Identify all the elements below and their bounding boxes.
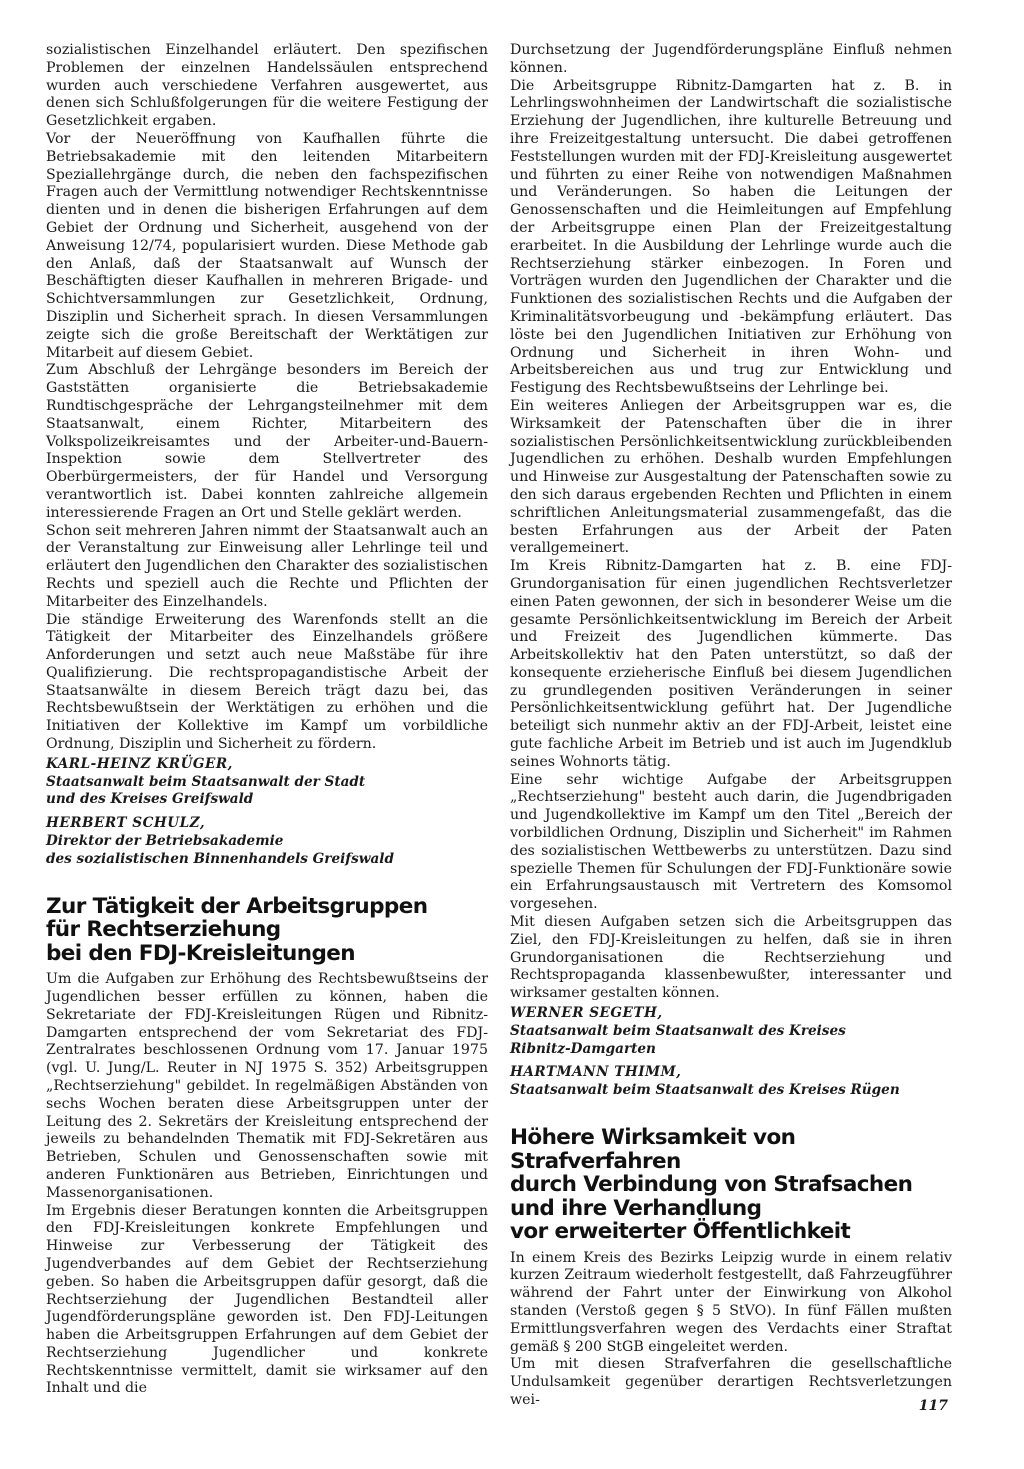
paragraph: Die Arbeitsgruppe Ribnitz-Damgarten hat z. B. in Lehrlingswohnheimen der Landwirtschaft die sozialistische Erziehung der Jugendlichen, ihre kulturelle Betreuung und ihre Freizeitgestaltung untersucht. Die dabei getroffenen Feststellungen wurden mit der FDJ-Kreisleitung ausgewertet und führten zu einer Reihe von notwendigen Maßnahmen und Veränderungen. So haben die Leitungen der Genossenschaften und die Heimleitungen auf Empfehlung der Arbeitsgruppe einen Plan der Freizeitgestaltung erarbeitet. In die Ausbildung der Lehrlinge wurde auch die Rechtserziehung stärker einbezogen. In Foren und Vorträgen wurden den Jugendlichen der Charakter und die Funktionen des sozialistischen Rechts und die Aufgaben der Kriminalitätsvorbeugung und -bekämpfung erläutert. Das löste bei den Jugendlichen Initiativen zur Erhöhung von Ordnung und Sicherheit in ihren Wohn- und Arbeitsbereichen aus und trug zur Entwicklung und Festigung des Rechtsbewußtseins der Lehrlinge bei. [510, 77, 952, 397]
page-number: 117 [918, 1398, 948, 1414]
paragraph: Mit diesen Aufgaben setzen sich die Arbeitsgruppen das Ziel, den FDJ-Kreisleitungen zu helfen, daß sie in ihren Grundorganisationen die Rechtserziehung und Rechtspropaganda klassenbewußter, interessanter und wirksamer gestalten können. [510, 914, 952, 1002]
author-title: des sozialistischen Binnenhandels Greifswald [46, 850, 394, 867]
article-headline [46, 895, 488, 966]
headline-line: durch Verbindung von Strafsachen [510, 1172, 913, 1198]
author-title: Staatsanwalt beim Staatsanwalt des Kreises [510, 1022, 846, 1039]
headline-line: und ihre Verhandlung [510, 1195, 762, 1221]
headline-line: für Rechtserziehung [46, 917, 281, 943]
headline-line: bei den FDJ-Kreisleitungen [46, 940, 355, 966]
paragraph: Im Ergebnis dieser Beratungen konnten die Arbeitsgruppen den FDJ-Kreisleitungen konkrete Empfehlungen und Hinweise zur Verbesserung der Tätigkeit des Jugendverbandes auf dem Gebiet der Rechtserziehung geben. So haben die Arbeitsgruppen dafür gesorgt, daß die Rechtserziehung der Jugendlichen Bestandteil aller Jugendförderungspläne geworden ist. Den FDJ-Leitungen haben die Arbeitsgruppen Erfahrungen auf dem Gebiet der Rechtserziehung Jugendlicher und konkrete Rechtskenntnisse vermittelt, damit sie wirksamer auf den Inhalt und die [46, 1202, 488, 1397]
author-title: Staatsanwalt beim Staatsanwalt des Kreises Rügen [510, 1082, 900, 1099]
author-title: Ribnitz-Damgarten [510, 1040, 656, 1057]
author-title: Staatsanwalt beim Staatsanwalt der Stadt [46, 773, 366, 790]
paragraph: Durchsetzung der Jugendförderungspläne Einfluß nehmen können. [510, 42, 952, 76]
signature-block [510, 1064, 952, 1100]
paragraph: Im Kreis Ribnitz-Damgarten hat z. B. eine FDJ-Grundorganisation für einen jugendlichen Rechtsverletzer einen Paten gewonnen, der sich in besonderer Weise um die gesamte Persönlichkeitsentwicklung im Bereich der Arbeit und Freizeit des Jugendlichen kümmerte. Das Arbeitskollektiv hat den Paten unterstützt, so daß der konsequente erzieherische Einfluß bei diesem Jugendlichen zu grundlegenden positiven Veränderungen in seiner Persönlichkeitsentwicklung geführt hat. Der Jugendliche beteiligt sich nunmehr aktiv an der FDJ-Arbeit, leistet eine gute fachliche Arbeit im Betrieb und ist auch im Jugendklub seines Wohnorts tätig. [510, 558, 952, 770]
author-name: HARTMANN THIMM, [510, 1064, 682, 1081]
right-column [510, 42, 952, 1410]
paragraph: Eine sehr wichtige Aufgabe der Arbeitsgruppen „Rechtserziehung" besteht auch darin, die Jugendbrigaden und Jugendkollektive im Kampf um den Titel „Bereich der vorbildlichen Ordnung, Disziplin und Sicherheit" im Rahmen des sozialistischen Wettbewerbs zu unterstützen. Dazu sind spezielle Themen für Schulungen der FDJ-Funktionäre sowie ein Erfahrungsaustausch mit Vertretern des Komsomol vorgesehen. [510, 771, 952, 913]
signature-block [46, 756, 488, 809]
signature-block [46, 815, 488, 868]
author-title: Direktor der Betriebsakademie [46, 833, 284, 850]
paragraph: Um mit diesen Strafverfahren die gesellschaftliche Undulsamkeit gegenüber derartigen Rechtsverletzungen wei- [510, 1356, 952, 1408]
paragraph: Vor der Neueröffnung von Kaufhallen führte die Betriebsakademie mit den leitenden Mitarbeitern Speziallehrgänge durch, die neben den fachspezifischen Fragen auch der Vermittlung notwendiger Rechtskenntnisse dienten und in denen die bisherigen Erfahrungen auf dem Gebiet der Ordnung und Sicherheit, ausgehend von der Anweisung 12/74, popularisiert wurden. Diese Methode gab den Anlaß, daß der Staatsanwalt auf Wunsch der Beschäftigten dieser Kaufhallen in mehreren Brigade- und Schichtversammlungen zur Gesetzlichkeit, Ordnung, Disziplin und Sicherheit sprach. In diesen Versammlungen zeigte sich die große Bereitschaft der Werktätigen zur Mitarbeit auf diesem Gebiet. [46, 130, 488, 361]
headline-line: Höhere Wirksamkeit von Strafverfahren [510, 1125, 796, 1174]
paragraph: Ein weiteres Anliegen der Arbeitsgruppen war es, die Wirksamkeit der Patenschaften über die in ihrer sozialistischen Persönlichkeitsentwicklung zurückbleibenden Jugendlichen zu erhöhen. Deshalb wurden Empfehlungen und Hinweise zur Ausgestaltung der Patenschaften sowie zu den sich daraus ergebenden Rechten und Pflichten in einem schriftlichen Anleitungsmaterial zusammengefaßt, das die besten Erfahrungen aus der Arbeit der Paten verallgemeinert. [510, 397, 952, 557]
paragraph: Die ständige Erweiterung des Warenfonds stellt an die Tätigkeit der Mitarbeiter des Einzelhandels größere Anforderungen und setzt auch neue Maßstäbe für ihre Qualifizierung. Die rechtspropagandistische Arbeit der Staatsanwälte in diesem Bereich trägt dazu bei, das Rechtsbewußtsein der Werktätigen zu erhöhen und die Initiativen der Kollektive im Kampf um vorbildliche Ordnung, Disziplin und Sicherheit zu fördern. [46, 611, 488, 753]
paragraph: Schon seit mehreren Jahren nimmt der Staatsanwalt auch an der Veranstaltung zur Einweisung aller Lehrlinge teil und erläutert den Jugendlichen den Charakter des sozialistischen Rechts und speziell auch die Rechte und Pflichten der Mitarbeiter des Einzelhandels. [46, 522, 488, 610]
author-title: und des Kreises Greifswald [46, 791, 254, 808]
author-name: HERBERT SCHULZ, [46, 815, 206, 832]
signature-block [510, 1005, 952, 1058]
paragraph: sozialistischen Einzelhandel erläutert. Den spezifischen Problemen der einzelnen Handelssäulen entsprechend wurden auch verschiedene Verfahren ausgewertet, aus denen sich Schlußfolgerungen für die weitere Festigung der Gesetzlichkeit ergaben. [46, 42, 488, 130]
author-name: KARL-HEINZ KRÜGER, [46, 755, 233, 772]
headline-line: Zur Tätigkeit der Arbeitsgruppen [46, 893, 428, 919]
author-name: WERNER SEGETH, [510, 1005, 663, 1022]
paragraph: Um die Aufgaben zur Erhöhung des Rechtsbewußtseins der Jugendlichen besser erfüllen zu können, haben die Sekretariate der FDJ-Kreisleitungen Rügen und Ribnitz-Damgarten entsprechend der vom Sekretariat des FDJ-Zentralrates beschlossenen Ordnung vom 17. Januar 1975 (vgl. U. Jung/L. Reuter in NJ 1975 S. 352) Arbeitsgruppen „Rechtserziehung" gebildet. In regelmäßigen Abständen von sechs Wochen beraten diese Arbeitsgruppen unter der Leitung des 2. Sekretärs der Kreisleitung entsprechend der jeweils zu behandelnden Thematik mit FDJ-Sekretären aus Betrieben, Schulen und Genossenschaften sowie mit anderen Funktionären aus Betrieben, Einrichtungen und Massenorganisationen. [46, 971, 488, 1201]
paragraph: Zum Abschluß der Lehrgänge besonders im Bereich der Gaststätten organisierte die Betriebsakademie Rundtischgespräche der Lehrgangsteilnehmer mit dem Staatsanwalt, einem Richter, Mitarbeitern des Volkspolizeikreisamtes und der Arbeiter-und-Bauern-Inspektion sowie dem Stellvertreter des Oberbürgermeisters, der für Handel und Versorgung verantwortlich ist. Dabei konnten zahlreiche allgemein interessierende Fragen an Ort und Stelle geklärt werden. [46, 362, 488, 521]
left-column [46, 42, 488, 1398]
headline-line: vor erweiterter Öffentlichkeit [510, 1219, 851, 1245]
article-headline [510, 1126, 952, 1244]
paragraph: In einem Kreis des Bezirks Leipzig wurde in einem relativ kurzen Zeitraum wiederholt festgestellt, daß Fahrzeugführer während der Fahrt unter der Einwirkung von Alkohol standen (Verstoß gegen § 5 StVO). In fünf Fällen mußten Ermittlungsverfahren wegen des Verdachts einer Straftat gemäß § 200 StGB eingeleitet werden. [510, 1249, 952, 1355]
